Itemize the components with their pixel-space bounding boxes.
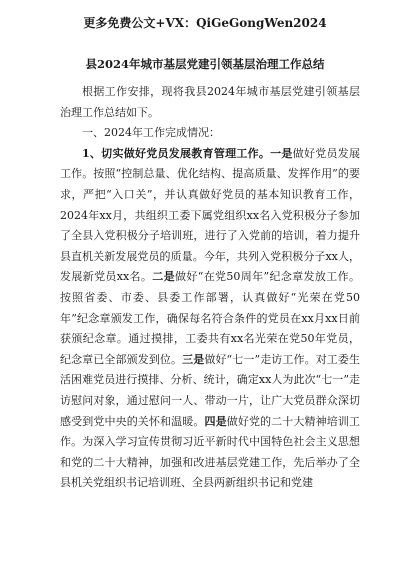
section-heading: 一、2024年工作完成情况： <box>82 126 220 140</box>
part-one-text: 做好党员发展工作。按照“控制总量、优化结构、提高质量、发挥作用”的要求，严把“入口关”，并认真做好党员的基本知识教育工作，2024年xx月，共组织工委下属党组织xx名入党积极分子参加了全县入党积极分子培训班，进行了入党前的培训，着力提升县直机关新发展党员的质量。今年，共列入党积极分子xx人，发展新党员xx名。 <box>60 146 361 284</box>
item1-heading: 1、切实做好党员发展教育管理工作。 <box>82 146 271 160</box>
marker-one: 一是 <box>270 146 293 160</box>
part-four-text: 做好党的二十大精神培训工作。为深入学习宣传贯彻习近平新时代中国特色社会主义思想和党的二十大精神，加强和改进基层党建工作，先后举办了全县机关党组织书记培训班、全县两新组织书记和党建 <box>60 414 361 490</box>
part-two-text: 做好“在党50周年”纪念章发放工作。按照省委、市委、县委工作部署，认真做好“光荣在党50年”纪念章颁发工作，确保每名符合条件的党员在xx月xx日前获颁纪念章。通过摸排，工委共有xx名光荣在党50年党员，纪念章已全部颁发到位。 <box>60 270 360 366</box>
promo-header: 更多免费公文+VX：QiGeGongWen2024 <box>83 16 327 30</box>
document-title: 县2024年城市基层党建引领基层治理工作总结 <box>85 57 325 71</box>
intro-paragraph: 根据工作安排，现将我县2024年城市基层党建引领基层治理工作总结如下。 <box>60 85 360 119</box>
marker-two: 二是 <box>152 270 175 284</box>
marker-four: 四是 <box>204 414 227 428</box>
part-three-text: 做好“七一”走访工作。对工委生活困难党员进行摸排、分析、统计，确定xx人为此次“七一”走访慰问对象，通过慰问一人、带动一片，让广大党员群众深切感受到党中央的关怀和温暖。 <box>60 352 361 428</box>
item1-paragraph <box>60 144 360 494</box>
marker-three: 三是 <box>182 352 205 366</box>
document-body <box>60 82 360 494</box>
